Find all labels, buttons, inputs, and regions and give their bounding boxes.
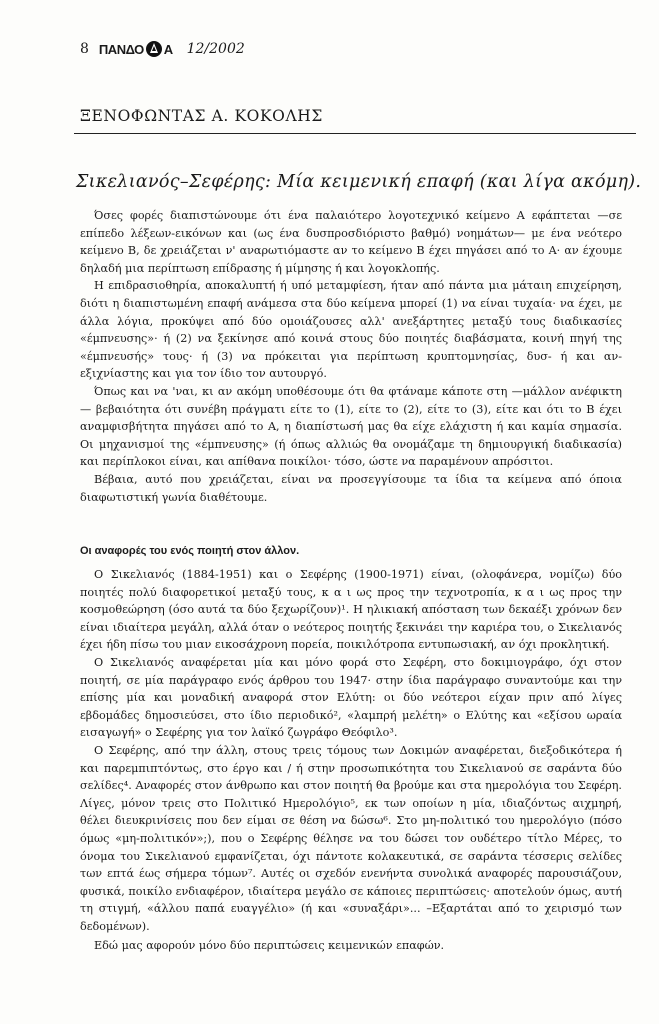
magazine-logo-left: ΠΑΝΔΟ xyxy=(98,41,144,57)
pandora-emblem-icon xyxy=(145,40,163,58)
paragraph: Βέβαια, αυτό που χρειάζεται, είναι να προσεγγίσουμε τα ίδια τα κείμενα από όποια διαφωτιστική γωνία διαθέτουμε. xyxy=(80,472,622,504)
magazine-logo xyxy=(99,40,173,58)
references-section xyxy=(80,566,622,935)
intro-section xyxy=(80,207,622,506)
running-header xyxy=(80,38,245,60)
issue-date: 12/2002 xyxy=(186,41,245,57)
header-rule xyxy=(74,133,636,134)
author-name: ΞΕΝΟΦΩΝΤΑΣ Α. ΚΟΚΟΛΗΣ xyxy=(80,107,323,125)
paragraph: Όπως και να 'ναι, κι αν ακόμη υποθέσουμε ότι θα φτάναμε κάποτε στη —μάλλον ανέφικτη— βεβαιότητα ότι συνέβη πράγματι είτε το (1), είτε το (2), είτε το (3), είτε και ότι το Β έχει αναμφισβήτητα πηγάσει από το Α, η διαπίστωσή μας θα είχε ελάχιστη ή και καμία σημασία. Οι μηχανισμοί της «έμπνευσης» (ή όπως αλλιώς θα ονομάζαμε τη δημιουργική διαδικασία) και περίπλοκοι είναι, και απίθανα ποικίλοι· τόσο, ώστε να παραμένουν απρόσιτοι. xyxy=(80,384,622,469)
article-title: Σικελιανός–Σεφέρης: Μία κειμενική επαφή (και λίγα ακόμη). xyxy=(76,172,642,192)
paragraph: Ο Σικελιανός (1884-1951) και ο Σεφέρης (1900-1971) είναι, (ολοφάνερα, νομίζω) δύο ποιητές πολύ διαφορετικοί μεταξύ τους, κ α ι ως προς την τεχνοτροπία, κ α ι ως προς την κοσμοθεώρηση (όσο αυτά τα δύο ξεχωρίζουν)¹. Η ηλικιακή απόσταση των δεκαέξι χρόνων δεν είναι ιδιαίτερα μεγάλη, αλλά όταν ο νεότερος ποιητής ξεκινάει την καριέρα του, ο Σικελιανός έχει ήδη πίσω του μιαν εικοσάχρονη πορεία, ποικιλότροπα εντυπωσιακή, αν όχι προκλητική. xyxy=(80,568,622,652)
paragraph: Ο Σικελιανός αναφέρεται μία και μόνο φορά στο Σεφέρη, στο δοκιμιογράφο, όχι στον ποιητή, σε μία παράγραφο ενός άρθρου του 1947· στην ίδια παράγραφο συναντούμε και την επίσης μία και μοναδική αναφορά στον Ελύτη: οι δύο νεότεροι είχαν πριν από λίγες εβδομάδες δημοσιεύσει, στο ίδιο περιοδικό², «λαμπρή μελέτη» ο Ελύτης και «εξίσου ωραία εισαγωγή» ο Σεφέρης για τον λαϊκό ζωγράφο Θεόφιλο³. xyxy=(80,655,622,740)
paragraph: Η επιδρασιοθηρία, αποκαλυπτή ή υπό μεταμφίεση, ήταν από πάντα μια μάταιη επιχείρηση, διότι η διαπιστωμένη επαφή ανάμεσα στα δύο κείμενα μπορεί (1) να είναι τυχαία· να έχει, με άλλα λόγια, προκύψει από δύο ομοιάζουσες αλλ' ανεξάρτητες μεταξύ τους διαδικασίες «έμπνευσης»· ή (2) να ξεκίνησε από κοινά στους δύο ποιητές διαβάσματα, κοινή πηγή της «έμπνευσής» τους· ή (3) να πρόκειται για περίπτωση κρυπτομνησίας, δυσ- ή και αν-εξιχνίαστης και για τον ίδιο τον αυτουργό. xyxy=(80,279,622,381)
magazine-logo-right: Α xyxy=(163,41,173,57)
paragraph: Όσες φορές διαπιστώνουμε ότι ένα παλαιότερο λογοτεχνικό κείμενο Α εφάπτεται —σε επίπεδο λέξεων-εικόνων και (ως ένα δυσπροσδιόριστο βαθμό) νοημάτων— με ένα νεότερο κείμενο Β, δε χρειάζεται ν' αναρωτιόμαστε αν το κείμενο Β έχει πηγάσει από το Α· αν έχουμε δηλαδή μια περίπτωση επίδρασης ή μίμησης ή και λογοκλοπής. xyxy=(80,209,622,275)
section-heading: Οι αναφορές του ενός ποιητή στον άλλον. xyxy=(80,545,300,557)
paragraph: Ο Σεφέρης, από την άλλη, στους τρεις τόμους των Δοκιμών αναφέρεται, διεξοδικότερα ή και παρεμπιπτόντως, στο έργο και / ή στην προσωπικότητα του Σικελιανού σε σαράντα δύο σελίδες⁴. Αναφορές στον άνθρωπο και στον ποιητή θα βρούμε και στα ημερολόγια του Σεφέρη. Λίγες, μόνον τρεις στο Πολιτικό Ημερολόγιο⁵, εκ των οποίων η μία, ιδιαζόντως αιχμηρή, θέλει διευκρινίσεις που δεν είμαι σε θέση να δώσω⁶. Στο μη-πολιτικό του ημερολόγιο (πόσο όμως «μη-πολιτικόν»;), που ο Σεφέρης θέλησε να του δώσει τον ουδέτερο τίτλο Μέρες, το όνομα του Σικελιανού εμφανίζεται, όχι πάντοτε κολακευτικά, σε σαράντα τέσσερις σελίδες των επτά έως σήμερα τόμων⁷. Αυτές οι σχεδόν ενενήντα συνολικά αναφορές παρουσιάζουν, φυσικά, ποικίλο ενδιαφέρον, ιδιαίτερα μεγάλο σε κάποιες περιπτώσεις· αποτελούν όμως, αυτή τη στιγμή, «άλλου παπά ευαγγέλιο» (ή και «συναξάρι»... –Εξαρτάται από το χειρισμό των δεδομένων). xyxy=(80,743,622,933)
page-number: 8 xyxy=(80,41,89,57)
closing-sentence: Εδώ μας αφορούν μόνο δύο περιπτώσεις κειμενικών επαφών. xyxy=(94,939,445,952)
